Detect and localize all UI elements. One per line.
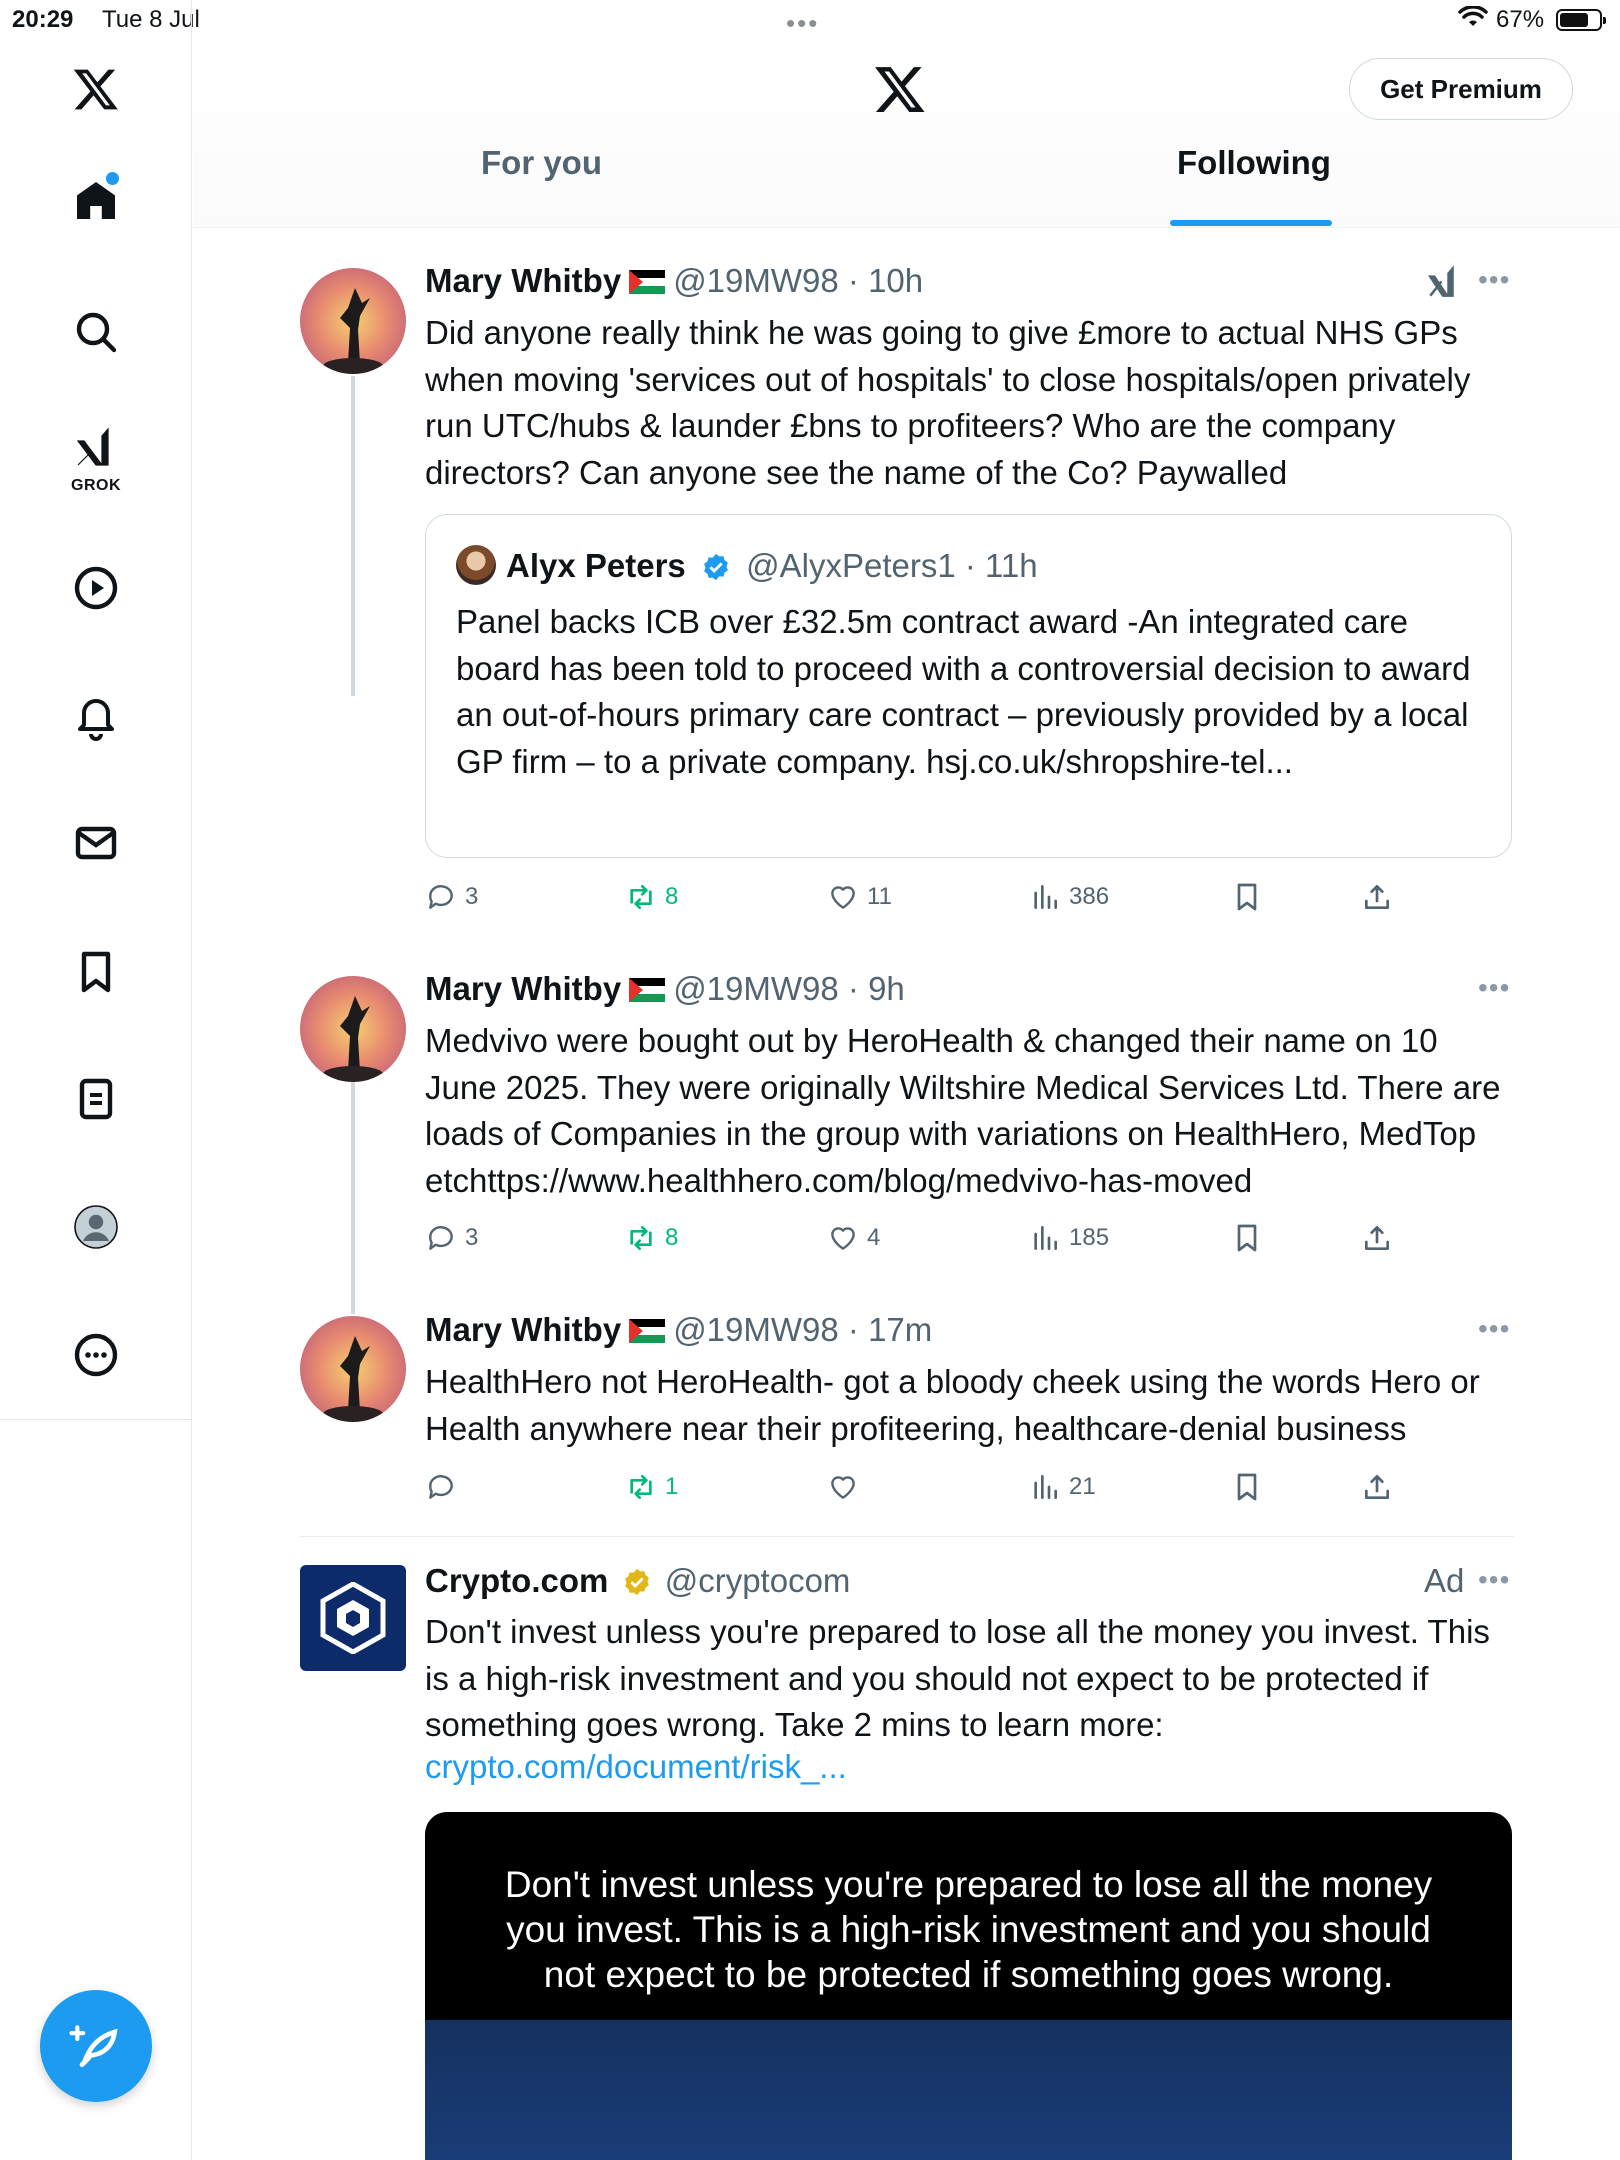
retweet-icon bbox=[625, 1222, 657, 1254]
nav-divider bbox=[0, 1419, 192, 1420]
author-handle[interactable]: @19MW98 bbox=[673, 262, 839, 299]
status-time: 20:29 bbox=[12, 6, 74, 33]
search-icon[interactable] bbox=[65, 301, 127, 363]
timeline-header bbox=[193, 40, 1620, 228]
grok-icon[interactable] bbox=[65, 418, 127, 480]
verified-badge-icon bbox=[701, 552, 731, 582]
profile-avatar-icon[interactable] bbox=[65, 1196, 127, 1258]
bookmarks-icon[interactable] bbox=[65, 941, 127, 1003]
battery-icon bbox=[1556, 9, 1602, 31]
view-count: 21 bbox=[1069, 1473, 1096, 1500]
x-brand-logo-icon[interactable] bbox=[873, 62, 927, 116]
view-count: 386 bbox=[1069, 883, 1110, 910]
retweet-icon bbox=[625, 881, 657, 913]
author-handle[interactable]: @19MW98 bbox=[673, 970, 839, 1007]
views-chart-icon bbox=[1029, 1222, 1061, 1254]
crypto-com-logo-icon[interactable] bbox=[300, 1565, 406, 1671]
tweet-header: Mary Whitby @19MW98 · 17m bbox=[425, 1311, 933, 1348]
tweet-time[interactable]: 10h bbox=[868, 262, 924, 299]
views-button[interactable] bbox=[1029, 877, 1109, 917]
reply-count: 3 bbox=[465, 1224, 479, 1251]
reply-icon bbox=[425, 881, 457, 913]
share-icon bbox=[1361, 1471, 1393, 1503]
tweet-more-icon[interactable]: ••• bbox=[1478, 972, 1511, 1003]
bookmark-button[interactable] bbox=[1231, 1467, 1263, 1507]
status-date: Tue 8 Jul bbox=[102, 6, 200, 33]
active-tab-indicator bbox=[1170, 220, 1332, 226]
ad-author-handle[interactable]: @cryptocom bbox=[664, 1562, 851, 1599]
share-button[interactable] bbox=[1361, 1467, 1393, 1507]
home-icon[interactable] bbox=[65, 170, 127, 232]
bookmark-icon bbox=[1231, 881, 1263, 913]
like-button[interactable] bbox=[827, 877, 892, 917]
compose-feather-icon bbox=[68, 2018, 124, 2074]
share-icon bbox=[1361, 1222, 1393, 1254]
author-name[interactable]: Mary Whitby bbox=[425, 262, 622, 299]
author-name[interactable]: Mary Whitby bbox=[425, 970, 622, 1007]
x-logo-icon[interactable] bbox=[65, 58, 127, 120]
bookmark-icon bbox=[1231, 1471, 1263, 1503]
tweet-header bbox=[425, 1562, 850, 1600]
heart-icon bbox=[827, 1222, 859, 1254]
retweet-icon bbox=[625, 1471, 657, 1503]
avatar[interactable] bbox=[300, 1316, 406, 1422]
tweet-more-icon[interactable]: ••• bbox=[1478, 1313, 1511, 1344]
thread-connector bbox=[351, 1082, 355, 1314]
palestine-flag-icon bbox=[629, 1319, 665, 1343]
tweet-time[interactable]: 17m bbox=[868, 1311, 933, 1348]
tweet-more-icon[interactable]: ••• bbox=[1478, 1564, 1511, 1595]
left-navigation bbox=[0, 0, 192, 2160]
wifi-icon bbox=[1458, 6, 1488, 37]
bookmark-icon bbox=[1231, 1222, 1263, 1254]
compose-post-button[interactable] bbox=[40, 1990, 152, 2102]
bookmark-button[interactable] bbox=[1231, 877, 1263, 917]
share-icon bbox=[1361, 881, 1393, 913]
retweet-count: 1 bbox=[665, 1473, 679, 1500]
quote-header: Alyx Peters @AlyxPeters1 · 11h bbox=[456, 545, 1038, 585]
ad-text: Don't invest unless you're prepared to lose all the money you invest. This is a high-risk investment and you should not expect to be protected if something goes wrong. Take 2 mins to learn more: bbox=[425, 1613, 1490, 1743]
thread-connector bbox=[351, 376, 355, 696]
bookmark-button[interactable] bbox=[1231, 1218, 1263, 1258]
like-button[interactable] bbox=[827, 1467, 867, 1507]
quote-author-name: Alyx Peters bbox=[506, 547, 686, 584]
timeline-divider bbox=[300, 1536, 1514, 1537]
more-options-icon[interactable] bbox=[65, 1324, 127, 1386]
view-count: 185 bbox=[1069, 1224, 1110, 1251]
reply-count: 3 bbox=[465, 883, 479, 910]
ad-link[interactable]: crypto.com/document/risk_... bbox=[425, 1748, 847, 1785]
quote-author-handle: @AlyxPeters1 bbox=[746, 547, 956, 584]
tweet-time[interactable]: 9h bbox=[868, 970, 905, 1007]
video-play-icon[interactable] bbox=[65, 557, 127, 619]
reply-button[interactable] bbox=[425, 1218, 478, 1258]
share-button[interactable] bbox=[1361, 1218, 1393, 1258]
ad-media[interactable] bbox=[425, 1812, 1512, 2160]
battery-percent: 67% bbox=[1496, 6, 1545, 33]
ad-label: Ad bbox=[1424, 1562, 1465, 1599]
grok-explain-icon[interactable] bbox=[1424, 264, 1462, 302]
notifications-bell-icon[interactable] bbox=[65, 686, 127, 748]
multitasking-dots-icon[interactable]: ••• bbox=[786, 8, 820, 38]
lists-icon[interactable] bbox=[65, 1068, 127, 1130]
author-name[interactable]: Mary Whitby bbox=[425, 1311, 622, 1348]
tweet-more-icon[interactable]: ••• bbox=[1478, 264, 1511, 295]
tab-for-you[interactable]: For you bbox=[481, 144, 602, 181]
quote-text: Panel backs ICB over £32.5m contract award -An integrated care board has been told to proceed with a controversial decision to award an out-of-hours primary care contract – previously provided by a local GP firm – to a private company. hsj.co.uk/shropshire-tel... bbox=[456, 603, 1471, 780]
retweet-count: 8 bbox=[665, 1224, 679, 1251]
retweet-button[interactable] bbox=[625, 1218, 678, 1258]
avatar[interactable] bbox=[300, 976, 406, 1082]
ad-author-name[interactable]: Crypto.com bbox=[425, 1562, 609, 1599]
like-count: 4 bbox=[867, 1224, 881, 1251]
views-button[interactable] bbox=[1029, 1467, 1096, 1507]
get-premium-button[interactable]: Get Premium bbox=[1349, 58, 1573, 120]
tweet-text: Did anyone really think he was going to give £more to actual NHS GPs when moving 'services out of hospitals' to close hospitals/open privately run UTC/hubs & launder £bns to profiteers? Who are the company directors? Can anyone see the name of the Co? Paywalled bbox=[425, 314, 1471, 491]
palestine-flag-icon bbox=[629, 978, 665, 1002]
author-handle[interactable]: @19MW98 bbox=[673, 1311, 839, 1348]
tweet-header: Mary Whitby @19MW98 · 9h bbox=[425, 970, 905, 1007]
reply-icon bbox=[425, 1471, 457, 1503]
retweet-count: 8 bbox=[665, 883, 679, 910]
quote-avatar bbox=[456, 545, 496, 585]
share-button[interactable] bbox=[1361, 877, 1393, 917]
tweet-text: Medvivo were bought out by HeroHealth & changed their name on 10 June 2025. They were originally Wiltshire Medical Services Ltd. There are loads of Companies in the group with variations on HealthHero, MedTop etchttps://www.healthhero.com/blog/medvivo-has-moved bbox=[425, 1022, 1501, 1199]
quoted-tweet[interactable] bbox=[425, 514, 1512, 858]
tweet-actions bbox=[425, 1218, 1425, 1258]
gold-verified-badge-icon bbox=[622, 1567, 652, 1597]
tweet-actions bbox=[425, 1467, 1425, 1507]
like-button[interactable] bbox=[827, 1218, 880, 1258]
messages-mail-icon[interactable] bbox=[65, 812, 127, 874]
ad-media-text: Don't invest unless you're prepared to lose all the money you invest. This is a high-risk investment and you should not expect to be protected if something goes wrong. bbox=[504, 1864, 1433, 1995]
tab-following[interactable]: Following bbox=[1177, 144, 1331, 181]
tweet-header: Mary Whitby @19MW98 · 10h bbox=[425, 262, 924, 299]
reply-icon bbox=[425, 1222, 457, 1254]
ad-media-background bbox=[425, 2020, 1512, 2160]
views-chart-icon bbox=[1029, 1471, 1061, 1503]
status-bar bbox=[0, 0, 1620, 40]
retweet-button[interactable] bbox=[625, 1467, 678, 1507]
avatar[interactable] bbox=[300, 268, 406, 374]
reply-button[interactable] bbox=[425, 877, 478, 917]
palestine-flag-icon bbox=[629, 270, 665, 294]
views-chart-icon bbox=[1029, 881, 1061, 913]
retweet-button[interactable] bbox=[625, 877, 678, 917]
heart-icon bbox=[827, 881, 859, 913]
quote-time: 11h bbox=[985, 547, 1038, 584]
tweet-actions bbox=[425, 877, 1425, 917]
heart-icon bbox=[827, 1471, 859, 1503]
reply-button[interactable] bbox=[425, 1467, 465, 1507]
like-count: 11 bbox=[867, 883, 892, 910]
views-button[interactable] bbox=[1029, 1218, 1109, 1258]
tweet-text: HealthHero not HeroHealth- got a bloody cheek using the words Hero or Health anywhere near their profiteering, healthcare-denial business bbox=[425, 1363, 1480, 1447]
grok-label: GROK bbox=[71, 477, 121, 494]
home-notification-dot bbox=[106, 172, 119, 185]
